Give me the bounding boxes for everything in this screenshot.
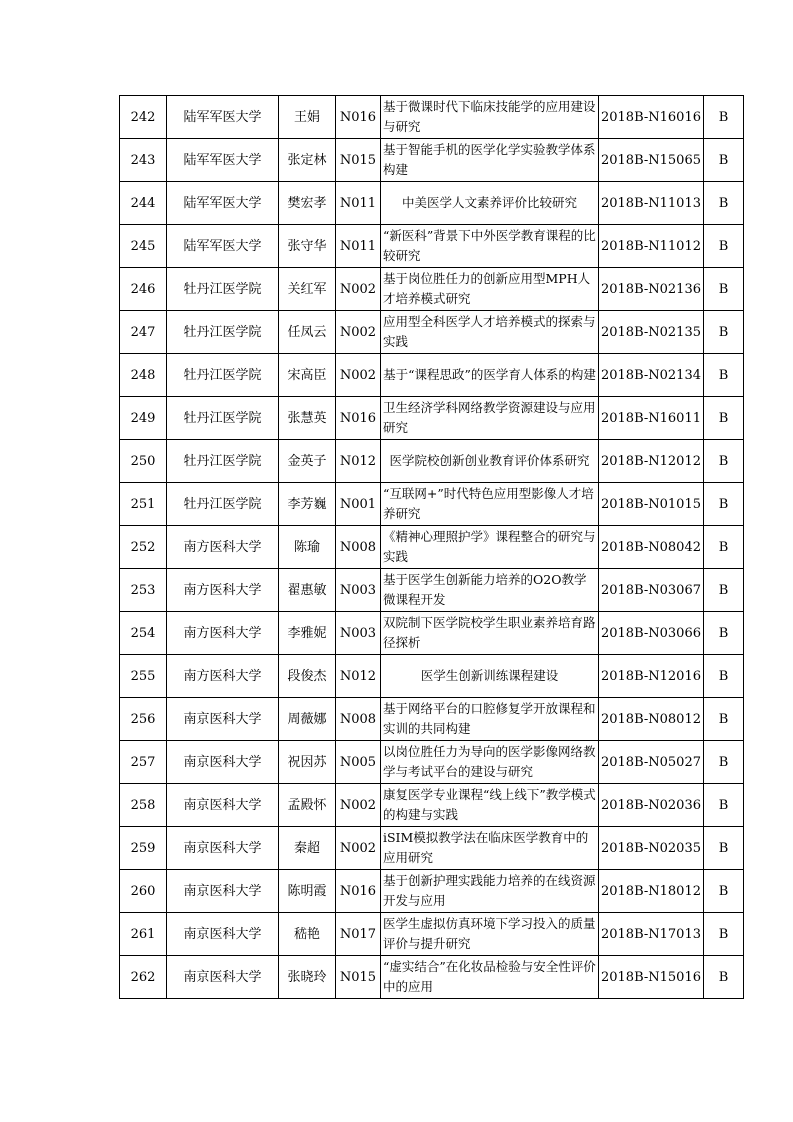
grade-level-cell: B xyxy=(704,655,744,698)
project-title-cell xyxy=(381,741,599,784)
project-leader-cell: 樊宏孝 xyxy=(279,182,336,225)
grade-level-cell: B xyxy=(704,741,744,784)
project-title: 基于微课时代下临床技能学的应用建设与研究 xyxy=(383,99,596,134)
category-code-cell: N002 xyxy=(336,354,381,397)
project-number-cell: 2018B-N05027 xyxy=(599,741,704,784)
project-number-cell: 2018B-N18012 xyxy=(599,870,704,913)
row-number-cell: 249 xyxy=(120,397,167,440)
project-title-cell xyxy=(381,612,599,655)
project-number-cell: 2018B-N01015 xyxy=(599,483,704,526)
project-leader-cell: 翟惠敏 xyxy=(279,569,336,612)
grade-level-cell: B xyxy=(704,268,744,311)
row-number-cell: 257 xyxy=(120,741,167,784)
project-leader-cell: 关红军 xyxy=(279,268,336,311)
institution-name-cell: 牡丹江医学院 xyxy=(167,268,279,311)
grade-level-cell: B xyxy=(704,225,744,268)
project-title: “虚实结合”在化妆品检验与安全性评价中的应用 xyxy=(383,959,596,994)
institution-name-cell: 南京医科大学 xyxy=(167,913,279,956)
project-leader-cell: 张守华 xyxy=(279,225,336,268)
project-leader-cell: 李芳巍 xyxy=(279,483,336,526)
institution-name-cell: 陆军军医大学 xyxy=(167,139,279,182)
project-number-cell: 2018B-N15065 xyxy=(599,139,704,182)
row-number-cell: 262 xyxy=(120,956,167,999)
row-number-cell: 254 xyxy=(120,612,167,655)
project-title: 卫生经济学科网络教学资源建设与应用研究 xyxy=(383,400,596,435)
project-number-cell: 2018B-N15016 xyxy=(599,956,704,999)
project-title-cell xyxy=(381,526,599,569)
category-code-cell: N002 xyxy=(336,827,381,870)
project-title-cell xyxy=(381,913,599,956)
table-row xyxy=(120,354,744,397)
project-title-cell xyxy=(381,483,599,526)
project-number-cell: 2018B-N16016 xyxy=(599,96,704,139)
project-title-cell xyxy=(381,311,599,354)
category-code-cell: N002 xyxy=(336,268,381,311)
row-number-cell: 248 xyxy=(120,354,167,397)
project-leader-cell: 陈瑜 xyxy=(279,526,336,569)
institution-name-cell: 陆军军医大学 xyxy=(167,182,279,225)
institution-name-cell: 南方医科大学 xyxy=(167,655,279,698)
row-number-cell: 253 xyxy=(120,569,167,612)
institution-name-cell: 牡丹江医学院 xyxy=(167,440,279,483)
project-title-cell xyxy=(381,354,599,397)
project-title: 基于智能手机的医学化学实验教学体系构建 xyxy=(383,142,596,177)
grade-level-cell: B xyxy=(704,612,744,655)
institution-name-cell: 南京医科大学 xyxy=(167,956,279,999)
category-code-cell: N008 xyxy=(336,698,381,741)
project-number-cell: 2018B-N12016 xyxy=(599,655,704,698)
row-number-cell: 259 xyxy=(120,827,167,870)
project-table xyxy=(119,95,744,999)
project-number-cell: 2018B-N03067 xyxy=(599,569,704,612)
table-row xyxy=(120,96,744,139)
project-title: 基于岗位胜任力的创新应用型MPH人才培养模式研究 xyxy=(383,271,591,306)
project-title-cell xyxy=(381,225,599,268)
project-title-cell xyxy=(381,440,599,483)
institution-name-cell: 南京医科大学 xyxy=(167,741,279,784)
institution-name-cell: 南京医科大学 xyxy=(167,784,279,827)
institution-name-cell: 南方医科大学 xyxy=(167,569,279,612)
project-title-cell xyxy=(381,182,599,225)
project-title-cell xyxy=(381,956,599,999)
project-leader-cell: 任凤云 xyxy=(279,311,336,354)
project-number-cell: 2018B-N02036 xyxy=(599,784,704,827)
table-row xyxy=(120,741,744,784)
project-number-cell: 2018B-N03066 xyxy=(599,612,704,655)
project-title-cell xyxy=(381,870,599,913)
institution-name-cell: 南方医科大学 xyxy=(167,526,279,569)
category-code-cell: N012 xyxy=(336,440,381,483)
category-code-cell: N016 xyxy=(336,96,381,139)
project-number-cell: 2018B-N12012 xyxy=(599,440,704,483)
category-code-cell: N016 xyxy=(336,870,381,913)
project-leader-cell: 宋高臣 xyxy=(279,354,336,397)
row-number-cell: 256 xyxy=(120,698,167,741)
institution-name-cell: 牡丹江医学院 xyxy=(167,311,279,354)
institution-name-cell: 南京医科大学 xyxy=(167,827,279,870)
table-row xyxy=(120,526,744,569)
project-number-cell: 2018B-N16011 xyxy=(599,397,704,440)
table-row xyxy=(120,655,744,698)
project-title: 康复医学专业课程“线上线下”教学模式的构建与实践 xyxy=(383,787,596,822)
row-number-cell: 252 xyxy=(120,526,167,569)
category-code-cell: N001 xyxy=(336,483,381,526)
category-code-cell: N002 xyxy=(336,311,381,354)
project-title-cell xyxy=(381,784,599,827)
table-row xyxy=(120,870,744,913)
project-leader-cell: 段俊杰 xyxy=(279,655,336,698)
project-title-cell xyxy=(381,569,599,612)
row-number-cell: 242 xyxy=(120,96,167,139)
grade-level-cell: B xyxy=(704,354,744,397)
category-code-cell: N017 xyxy=(336,913,381,956)
project-title: 医学生虚拟仿真环境下学习投入的质量评价与提升研究 xyxy=(383,916,596,951)
project-number-cell: 2018B-N11012 xyxy=(599,225,704,268)
project-title: 基于创新护理实践能力培养的在线资源开发与应用 xyxy=(383,873,596,908)
grade-level-cell: B xyxy=(704,569,744,612)
project-title: “互联网+”时代特色应用型影像人才培养研究 xyxy=(383,486,594,521)
grade-level-cell: B xyxy=(704,526,744,569)
table-row xyxy=(120,569,744,612)
project-title: iSIM模拟教学法在临床医学教育中的应用研究 xyxy=(383,830,589,865)
project-leader-cell: 金英子 xyxy=(279,440,336,483)
table-row xyxy=(120,956,744,999)
table-row xyxy=(120,612,744,655)
project-title: 医学院校创新创业教育评价体系研究 xyxy=(389,453,590,468)
grade-level-cell: B xyxy=(704,784,744,827)
grade-level-cell: B xyxy=(704,311,744,354)
project-title: 基于医学生创新能力培养的O2O教学微课程开发 xyxy=(383,572,587,607)
project-leader-cell: 张慧英 xyxy=(279,397,336,440)
category-code-cell: N012 xyxy=(336,655,381,698)
category-code-cell: N011 xyxy=(336,182,381,225)
table-row xyxy=(120,225,744,268)
project-leader-cell: 王娟 xyxy=(279,96,336,139)
project-leader-cell: 张晓玲 xyxy=(279,956,336,999)
project-title-cell xyxy=(381,698,599,741)
row-number-cell: 260 xyxy=(120,870,167,913)
project-title: 以岗位胜任力为导向的医学影像网络教学与考试平台的建设与研究 xyxy=(383,744,596,779)
project-title-cell xyxy=(381,268,599,311)
table-row xyxy=(120,268,744,311)
table-row xyxy=(120,182,744,225)
project-number-cell: 2018B-N02136 xyxy=(599,268,704,311)
project-number-cell: 2018B-N02035 xyxy=(599,827,704,870)
project-leader-cell: 祝因苏 xyxy=(279,741,336,784)
grade-level-cell: B xyxy=(704,397,744,440)
project-leader-cell: 陈明霞 xyxy=(279,870,336,913)
project-title-cell xyxy=(381,827,599,870)
category-code-cell: N002 xyxy=(336,784,381,827)
category-code-cell: N015 xyxy=(336,139,381,182)
project-leader-cell: 秦超 xyxy=(279,827,336,870)
project-title: 基于“课程思政”的医学育人体系的构建 xyxy=(383,367,596,382)
project-leader-cell: 嵇艳 xyxy=(279,913,336,956)
institution-name-cell: 牡丹江医学院 xyxy=(167,397,279,440)
project-number-cell: 2018B-N02134 xyxy=(599,354,704,397)
table-body xyxy=(120,96,744,999)
row-number-cell: 245 xyxy=(120,225,167,268)
project-leader-cell: 孟殿怀 xyxy=(279,784,336,827)
grade-level-cell: B xyxy=(704,139,744,182)
row-number-cell: 251 xyxy=(120,483,167,526)
institution-name-cell: 南方医科大学 xyxy=(167,612,279,655)
table-row xyxy=(120,698,744,741)
category-code-cell: N003 xyxy=(336,612,381,655)
institution-name-cell: 陆军军医大学 xyxy=(167,225,279,268)
project-leader-cell: 张定林 xyxy=(279,139,336,182)
category-code-cell: N015 xyxy=(336,956,381,999)
institution-name-cell: 南京医科大学 xyxy=(167,870,279,913)
grade-level-cell: B xyxy=(704,440,744,483)
project-leader-cell: 周薇娜 xyxy=(279,698,336,741)
row-number-cell: 250 xyxy=(120,440,167,483)
project-title: 医学生创新训练课程建设 xyxy=(420,668,559,683)
row-number-cell: 247 xyxy=(120,311,167,354)
row-number-cell: 244 xyxy=(120,182,167,225)
institution-name-cell: 南京医科大学 xyxy=(167,698,279,741)
table-row xyxy=(120,311,744,354)
grade-level-cell: B xyxy=(704,483,744,526)
institution-name-cell: 牡丹江医学院 xyxy=(167,483,279,526)
category-code-cell: N011 xyxy=(336,225,381,268)
project-number-cell: 2018B-N11013 xyxy=(599,182,704,225)
row-number-cell: 255 xyxy=(120,655,167,698)
project-title-cell xyxy=(381,96,599,139)
project-title-cell xyxy=(381,397,599,440)
project-title: 双院制下医学院校学生职业素养培育路径探析 xyxy=(383,615,596,650)
table-row xyxy=(120,913,744,956)
project-title: “新医科”背景下中外医学教育课程的比较研究 xyxy=(383,228,596,263)
project-leader-cell: 李雅妮 xyxy=(279,612,336,655)
grade-level-cell: B xyxy=(704,96,744,139)
category-code-cell: N005 xyxy=(336,741,381,784)
row-number-cell: 243 xyxy=(120,139,167,182)
table-row xyxy=(120,784,744,827)
table-row xyxy=(120,483,744,526)
grade-level-cell: B xyxy=(704,698,744,741)
table-row xyxy=(120,397,744,440)
institution-name-cell: 陆军军医大学 xyxy=(167,96,279,139)
row-number-cell: 246 xyxy=(120,268,167,311)
grade-level-cell: B xyxy=(704,956,744,999)
project-number-cell: 2018B-N08012 xyxy=(599,698,704,741)
project-title: 应用型全科医学人才培养模式的探索与实践 xyxy=(383,314,596,349)
category-code-cell: N008 xyxy=(336,526,381,569)
table-row xyxy=(120,139,744,182)
institution-name-cell: 牡丹江医学院 xyxy=(167,354,279,397)
category-code-cell: N016 xyxy=(336,397,381,440)
row-number-cell: 258 xyxy=(120,784,167,827)
table-row xyxy=(120,827,744,870)
project-title-cell xyxy=(381,139,599,182)
project-number-cell: 2018B-N08042 xyxy=(599,526,704,569)
table-row xyxy=(120,440,744,483)
category-code-cell: N003 xyxy=(336,569,381,612)
project-title: 基于网络平台的口腔修复学开放课程和实训的共同构建 xyxy=(383,701,596,736)
grade-level-cell: B xyxy=(704,827,744,870)
project-number-cell: 2018B-N17013 xyxy=(599,913,704,956)
grade-level-cell: B xyxy=(704,870,744,913)
grade-level-cell: B xyxy=(704,182,744,225)
grade-level-cell: B xyxy=(704,913,744,956)
project-title-cell xyxy=(381,655,599,698)
project-number-cell: 2018B-N02135 xyxy=(599,311,704,354)
project-title: 《精神心理照护学》课程整合的研究与实践 xyxy=(383,529,596,564)
project-title: 中美医学人文素养评价比较研究 xyxy=(401,195,577,210)
row-number-cell: 261 xyxy=(120,913,167,956)
